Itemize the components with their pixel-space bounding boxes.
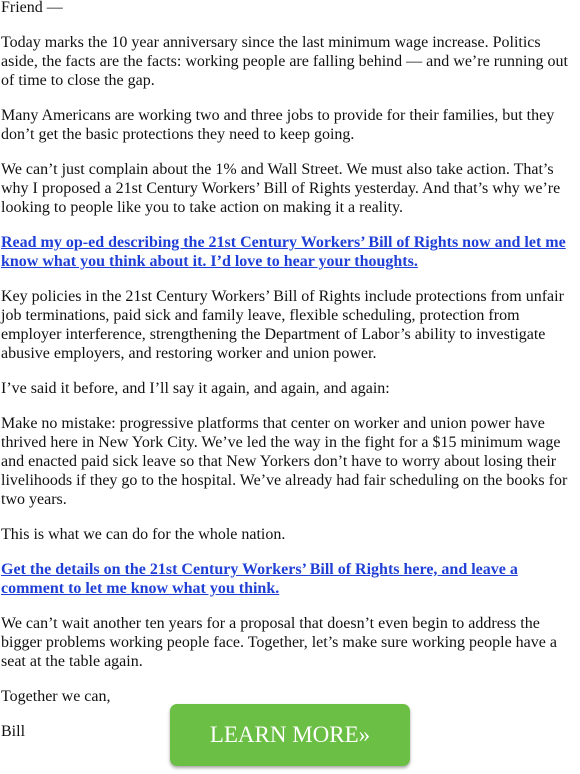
button-container [0,704,580,766]
email-body [1,0,575,757]
paragraph-new-york: Make no mistake: progressive platforms that center on worker and union power have thrived here in New York City. We’ve led the way in the fight for a $15 minimum wage and enacted paid sick leave so that New Yorkers don’t have to worry about losing their livelihoods if they go to the hospital. We’ve already had fair scheduling on the books for two years. [1,415,568,508]
oped-link-paragraph [1,233,575,271]
paragraph-take-action: We can’t just complain about the 1% and Wall Street. We must also take action. That’s why I proposed a 21st Century Workers’ Bill of Rights yesterday. And that’s why we’re looking to people like you to take action on making it a reality. [1,161,561,216]
paragraph-key-policies: Key policies in the 21st Century Workers’ Bill of Rights include protections from unfair job terminations, paid sick and family leave, flexible scheduling, protection from employer interference, strengthening the Department of Labor’s ability to investigate abusive employers, and restoring worker and union power. [1,288,564,362]
signature: Bill [1,723,26,740]
details-link[interactable]: Get the details on the 21st Century Workers’ Bill of Rights here, and leave a comment to let me know what you think. [1,561,518,597]
paragraph-cant-wait: We can’t wait another ten years for a proposal that doesn’t even begin to address the bigger problems working people face. Together, let’s make sure working people have a seat at the table again. [1,615,557,670]
signoff: Together we can, [1,688,111,705]
paragraph-anniversary: Today marks the 10 year anniversary since the last minimum wage increase. Politics aside, the facts are the facts: working people are falling behind — and we’re running out of time to close the gap. [1,34,568,89]
paragraph-jobs: Many Americans are working two and three jobs to provide for their families, but they don’t get the basic protections they need to keep going. [1,107,555,143]
learn-more-button[interactable]: LEARN MORE» [170,704,410,766]
oped-link[interactable]: Read my op-ed describing the 21st Century Workers’ Bill of Rights now and let me know what you think about it. I’d love to hear your thoughts. [1,234,566,270]
paragraph-whole-nation: This is what we can do for the whole nation. [1,526,286,543]
greeting: Friend — [1,0,63,16]
details-link-paragraph [1,560,575,598]
paragraph-said-before: I’ve said it before, and I’ll say it again, and again, and again: [1,380,390,397]
